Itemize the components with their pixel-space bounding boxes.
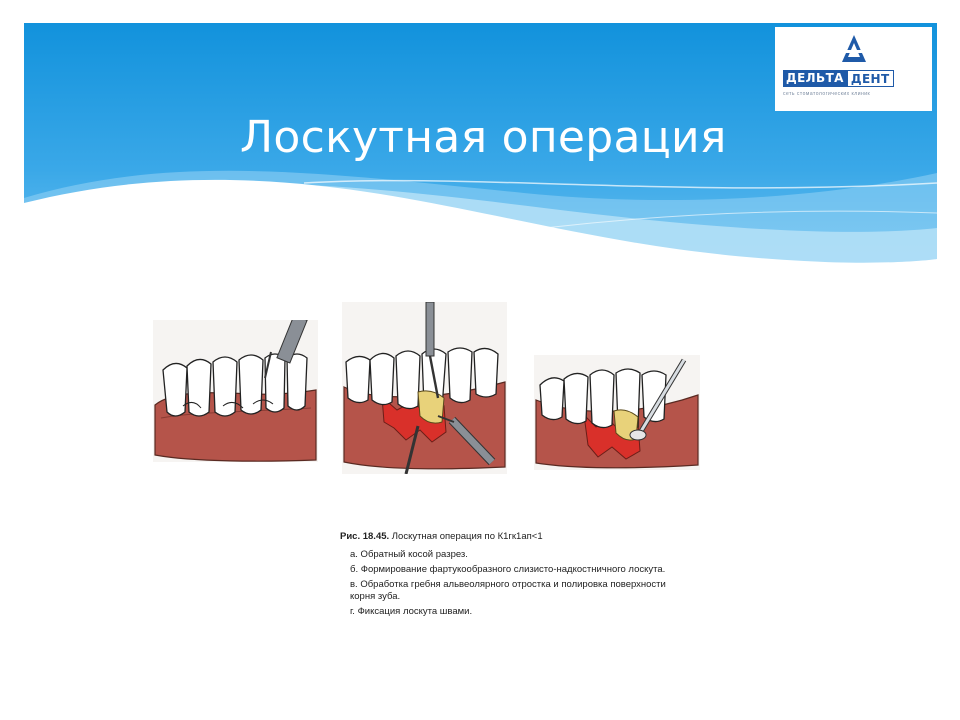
logo-wordmark [783,70,923,87]
caption-item-a: а. Обратный косой разрез. [350,549,468,560]
slide-title: Лоскутная операция [240,112,727,163]
company-logo [775,27,932,111]
illustration-root-planing [534,355,700,470]
logo-word-delta: ДЕЛЬТА [783,70,847,87]
caption-item-c: в. Обработка гребня альвеолярного отростка и полировка поверхности корня зуба. [350,579,666,602]
caption-title: Лоскутная операция по К1гк1ап<1 [391,531,543,542]
illustration-flap-formation [342,302,507,474]
logo-word-dent: ДЕНТ [847,70,894,87]
logo-tagline: сеть стоматологических клиник [783,91,871,97]
caption-item-b: б. Формирование фартукообразного слизисто-надкостничного лоскута. [350,564,666,575]
figure-caption [340,531,670,621]
illustration-oblique-incision [153,320,318,462]
caption-item-d: г. Фиксация лоскута швами. [350,606,473,617]
caption-heading [340,531,670,543]
logo-triangle-icon [841,34,867,64]
caption-label: Рис. 18.45. [340,531,390,542]
